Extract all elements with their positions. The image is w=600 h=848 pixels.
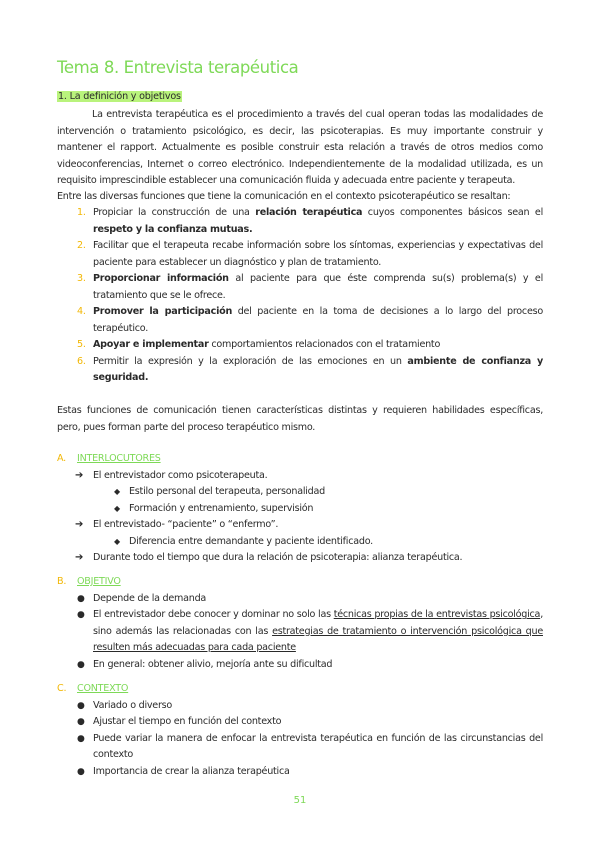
list-number: 1. bbox=[77, 207, 86, 218]
bullet-dot-icon: ● bbox=[77, 659, 85, 670]
list-item bbox=[57, 337, 543, 354]
list-item bbox=[57, 731, 543, 764]
item-text: El entrevistado- “paciente” o “enfermo”. bbox=[93, 519, 279, 530]
subsection-title: INTERLOCUTORES bbox=[77, 453, 161, 464]
list-item bbox=[57, 764, 543, 781]
list-item bbox=[57, 517, 543, 534]
section-contexto bbox=[57, 681, 543, 780]
bullet-dot-icon: ● bbox=[77, 593, 85, 604]
item-bold: Promover la participación bbox=[93, 306, 233, 317]
list-item bbox=[57, 304, 543, 337]
subsection-title: OBJETIVO bbox=[77, 576, 121, 587]
bullet-dot-icon: ● bbox=[77, 700, 85, 711]
list-item bbox=[57, 534, 543, 551]
item-text: Ajustar el tiempo en función del contexto bbox=[93, 716, 282, 727]
item-text: Importancia de crear la alianza terapéutica bbox=[93, 765, 290, 777]
item-bold: Apoyar e implementar bbox=[93, 339, 209, 350]
intro-paragraph: La entrevista terapéutica es el procedimiento a través del cual operan todas las modalidades de intervención o tratamiento psicológico, es decir, las psicoterapias. Es muy importante construir y mantener el rapport. Actualmente es posible construir esta relación a través de otros medios como videoconferencias, Internet o correo electrónico. Independientemente de la modalidad utilizada, es un requisito imprescindible establecer una comunicación fluida y adecuada entre paciente y terapeuta. bbox=[57, 109, 543, 186]
section-interlocutores bbox=[57, 451, 543, 567]
subsection-heading bbox=[57, 681, 543, 698]
list-item bbox=[57, 238, 543, 271]
list-item bbox=[57, 354, 543, 387]
list-item bbox=[57, 550, 543, 567]
subsection-title: CONTEXTO bbox=[77, 683, 129, 694]
arrow-bullet-icon: ➔ bbox=[75, 519, 84, 530]
item-text: Facilitar que el terapeuta recabe información sobre los síntomas, experiencias y expectativas del paciente para establecer un diagnóstico y plan de tratamiento. bbox=[93, 240, 543, 268]
list-number: 2. bbox=[77, 240, 86, 251]
section-heading: 1. La definición y objetivos bbox=[58, 91, 181, 102]
list-item bbox=[57, 657, 543, 674]
functions-intro: Entre las diversas funciones que tiene la comunicación en el contexto psicoterapéutico se resaltan: bbox=[57, 191, 511, 202]
list-item bbox=[57, 714, 543, 731]
item-text: cuyos componentes básicos sean el bbox=[362, 207, 543, 218]
item-text: Diferencia entre demandante y paciente identificado. bbox=[129, 535, 373, 547]
diamond-bullet-icon: ◆ bbox=[114, 487, 120, 496]
list-number: 4. bbox=[77, 306, 86, 317]
item-text: Estilo personal del terapeuta, personalidad bbox=[129, 486, 325, 497]
bullet-dot-icon: ● bbox=[77, 717, 85, 727]
list-number: 6. bbox=[77, 355, 86, 367]
item-text: Permitir la expresión y la exploración de las emociones en un bbox=[93, 355, 408, 367]
list-number: 5. bbox=[77, 339, 86, 350]
item-bold: relación terapéutica bbox=[255, 207, 363, 218]
item-text: Puede variar la manera de enfocar la entrevista terapéutica en función de las circunstancias del contexto bbox=[93, 732, 543, 760]
item-bold: Proporcionar información bbox=[93, 273, 229, 284]
bullet-dot-icon: ● bbox=[77, 610, 85, 620]
subsection-letter: B. bbox=[57, 576, 67, 587]
item-text: Formación y entrenamiento, supervisión bbox=[129, 502, 314, 514]
arrow-bullet-icon: ➔ bbox=[75, 552, 84, 563]
item-text: comportamientos relacionados con el tratamiento bbox=[208, 339, 441, 350]
item-text: al paciente para que éste comprenda su(s) problema(s) y el tratamiento que se le ofrece. bbox=[93, 273, 543, 301]
subsection-letter: C. bbox=[57, 683, 67, 694]
subsection-heading bbox=[57, 574, 543, 591]
list-number: 3. bbox=[77, 273, 86, 284]
functions-summary: Estas funciones de comunicación tienen características distintas y requieren habilidades específicas, pero, pues forman parte del proceso terapéutico mismo. bbox=[57, 405, 543, 433]
item-text: del paciente en la toma de decisiones a lo largo del proceso terapéutico. bbox=[93, 306, 543, 334]
list-item bbox=[57, 698, 543, 715]
list-item bbox=[57, 468, 543, 485]
item-text: En general: obtener alivio, mejoría ante su dificultad bbox=[93, 658, 333, 670]
item-bold: respeto y la confianza mutuas. bbox=[93, 223, 253, 235]
underlined-text: técnicas propias de la entrevistas psicológica bbox=[333, 609, 541, 620]
diamond-bullet-icon: ◆ bbox=[114, 503, 120, 513]
list-item bbox=[57, 591, 543, 608]
item-text: , sino además las relacionadas con las bbox=[93, 609, 543, 637]
subsection-heading bbox=[57, 451, 543, 468]
item-text: Variado o diverso bbox=[93, 699, 173, 711]
list-item bbox=[57, 484, 543, 501]
item-text: Propiciar la construcción de una bbox=[93, 207, 256, 218]
underlined-text: estrategias de tratamiento o intervención psicológica que resulten más adecuadas para cada paciente bbox=[93, 625, 543, 653]
page-number: 51 bbox=[293, 795, 307, 806]
section-objetivo bbox=[57, 574, 543, 673]
list-item bbox=[57, 205, 543, 238]
list-item bbox=[57, 501, 543, 518]
list-item bbox=[57, 607, 543, 657]
item-bold: ambiente de confianza y seguridad. bbox=[93, 355, 543, 383]
functions-list bbox=[57, 205, 543, 387]
subsection-letter: A. bbox=[57, 453, 66, 464]
bullet-dot-icon: ● bbox=[77, 733, 85, 744]
diamond-bullet-icon: ◆ bbox=[114, 536, 120, 546]
bullet-dot-icon: ● bbox=[77, 766, 85, 777]
item-text: El entrevistador como psicoterapeuta. bbox=[93, 469, 268, 481]
list-item bbox=[57, 271, 543, 304]
arrow-bullet-icon: ➔ bbox=[75, 469, 84, 481]
page-title: Tema 8. Entrevista terapéutica bbox=[57, 58, 299, 77]
item-text: El entrevistador debe conocer y dominar no solo las bbox=[93, 609, 334, 620]
item-text: Durante todo el tiempo que dura la relación de psicoterapia: alianza terapéutica. bbox=[93, 552, 463, 563]
item-text: Depende de la demanda bbox=[93, 592, 207, 604]
